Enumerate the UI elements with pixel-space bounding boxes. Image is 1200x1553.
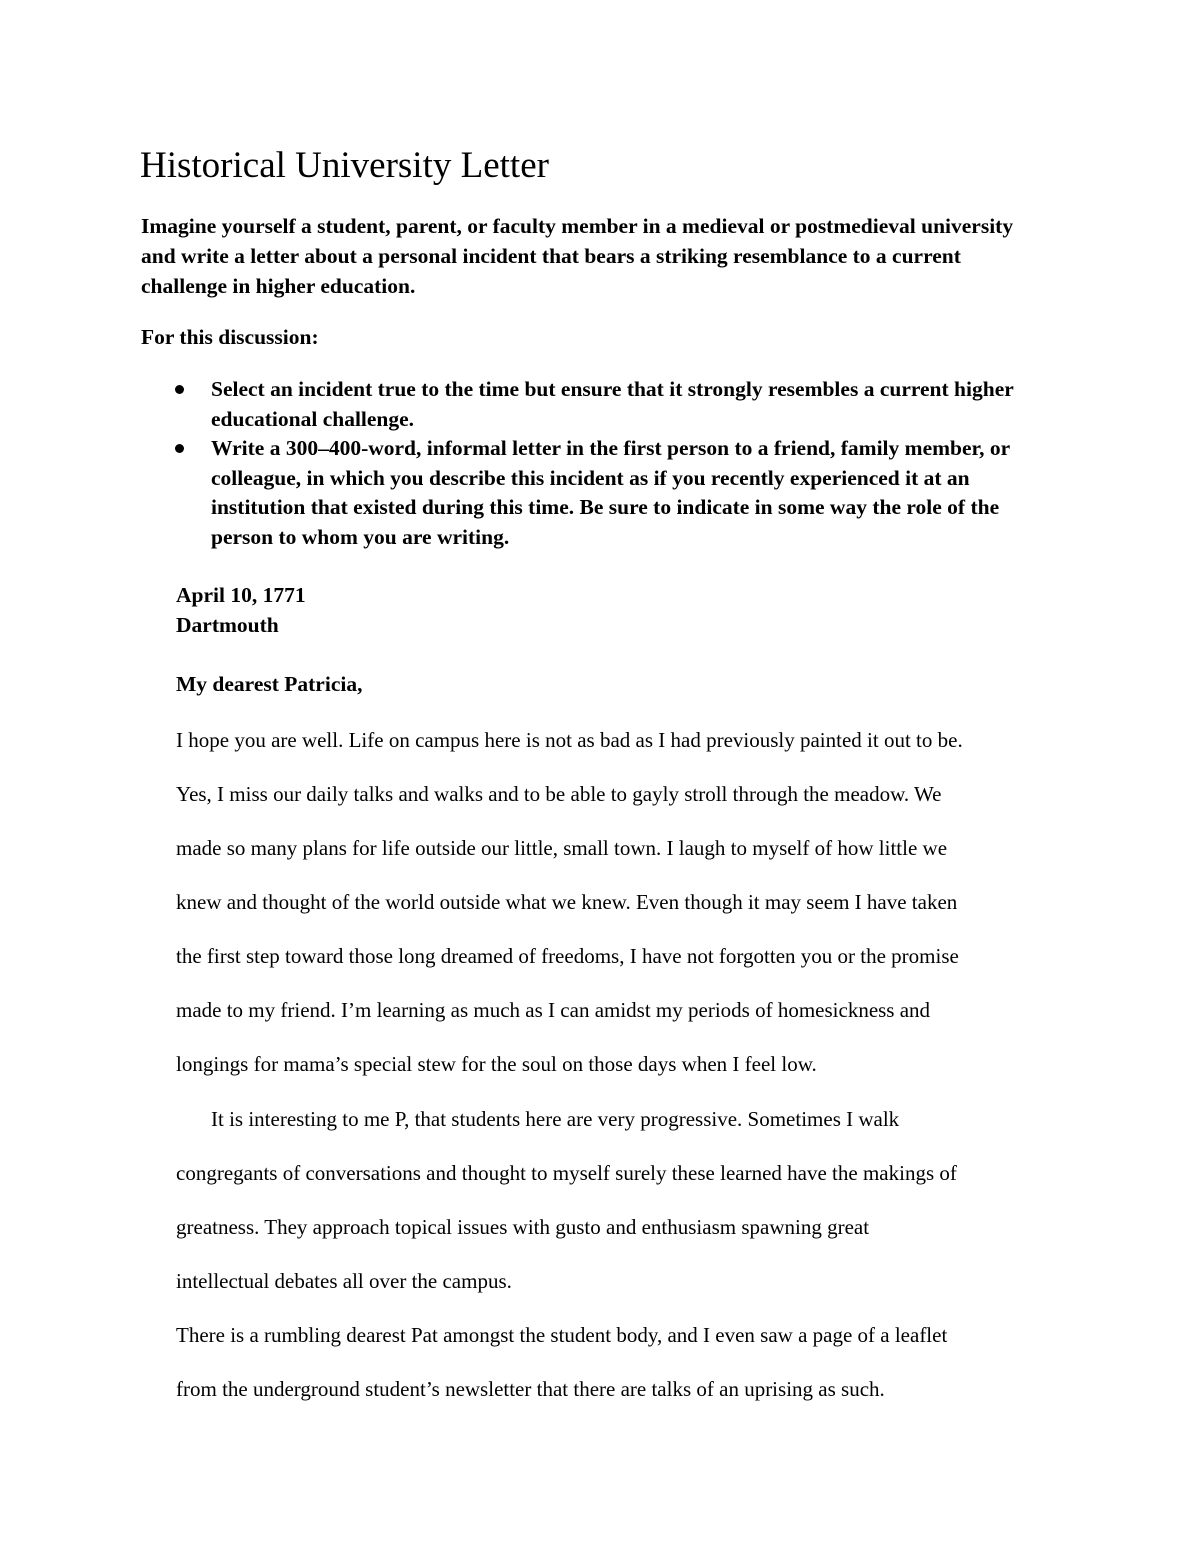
- paragraph-line: congregants of conversations and thought to myself surely these learned have the makings of: [176, 1161, 957, 1185]
- bullet-icon: [175, 385, 184, 394]
- letter-paragraph-3: [176, 1308, 1076, 1416]
- paragraph-line: from the underground student’s newsletter that there are talks of an uprising as such.: [176, 1377, 885, 1401]
- document-title: Historical University Letter: [140, 145, 549, 186]
- instruction-text: Write a 300–400-word, informal letter in the first person to a friend, family member, or colleague, in which you describe this incident as if you recently experienced it at an institution that existed during this time. Be sure to indicate in some way the role of the person to whom you are writing.: [211, 436, 1010, 549]
- instruction-text: Select an incident true to the time but ensure that it strongly resembles a current higher educational challenge.: [211, 377, 1014, 431]
- letter-paragraph-2: [176, 1092, 1076, 1308]
- instruction-list: [141, 375, 1041, 552]
- letter-place: Dartmouth: [176, 613, 279, 637]
- letter-salutation: My dearest Patricia,: [176, 672, 363, 696]
- instruction-item: [141, 375, 1041, 434]
- paragraph-line: I hope you are well. Life on campus here is not as bad as I had previously painted it out to be.: [176, 728, 963, 752]
- letter-dateline: [176, 580, 306, 640]
- paragraph-line: There is a rumbling dearest Pat amongst the student body, and I even saw a page of a leaflet: [176, 1323, 948, 1347]
- instruction-item: [141, 434, 1041, 552]
- paragraph-line: knew and thought of the world outside what we knew. Even though it may seem I have taken: [176, 890, 958, 914]
- paragraph-line: longings for mama’s special stew for the soul on those days when I feel low.: [176, 1052, 817, 1076]
- letter-paragraph-1: [176, 713, 1076, 1091]
- paragraph-line: made to my friend. I’m learning as much as I can amidst my periods of homesickness and: [176, 998, 931, 1022]
- paragraph-line: made so many plans for life outside our little, small town. I laugh to myself of how little we: [176, 836, 948, 860]
- letter-date: April 10, 1771: [176, 583, 306, 607]
- paragraph-line: Yes, I miss our daily talks and walks and to be able to gayly stroll through the meadow. We: [176, 782, 942, 806]
- paragraph-line: greatness. They approach topical issues with gusto and enthusiasm spawning great: [176, 1215, 870, 1239]
- paragraph-line: It is interesting to me P, that students here are very progressive. Sometimes I walk: [211, 1107, 900, 1131]
- assignment-prompt: Imagine yourself a student, parent, or faculty member in a medieval or postmedieval university and write a letter about a personal incident that bears a striking resemblance to a current challenge in higher education.: [141, 214, 1014, 298]
- paragraph-line: intellectual debates all over the campus.: [176, 1269, 512, 1293]
- paragraph-line: the first step toward those long dreamed of freedoms, I have not forgotten you or the promise: [176, 944, 959, 968]
- bullet-icon: [175, 444, 184, 453]
- discussion-heading: For this discussion:: [141, 325, 319, 349]
